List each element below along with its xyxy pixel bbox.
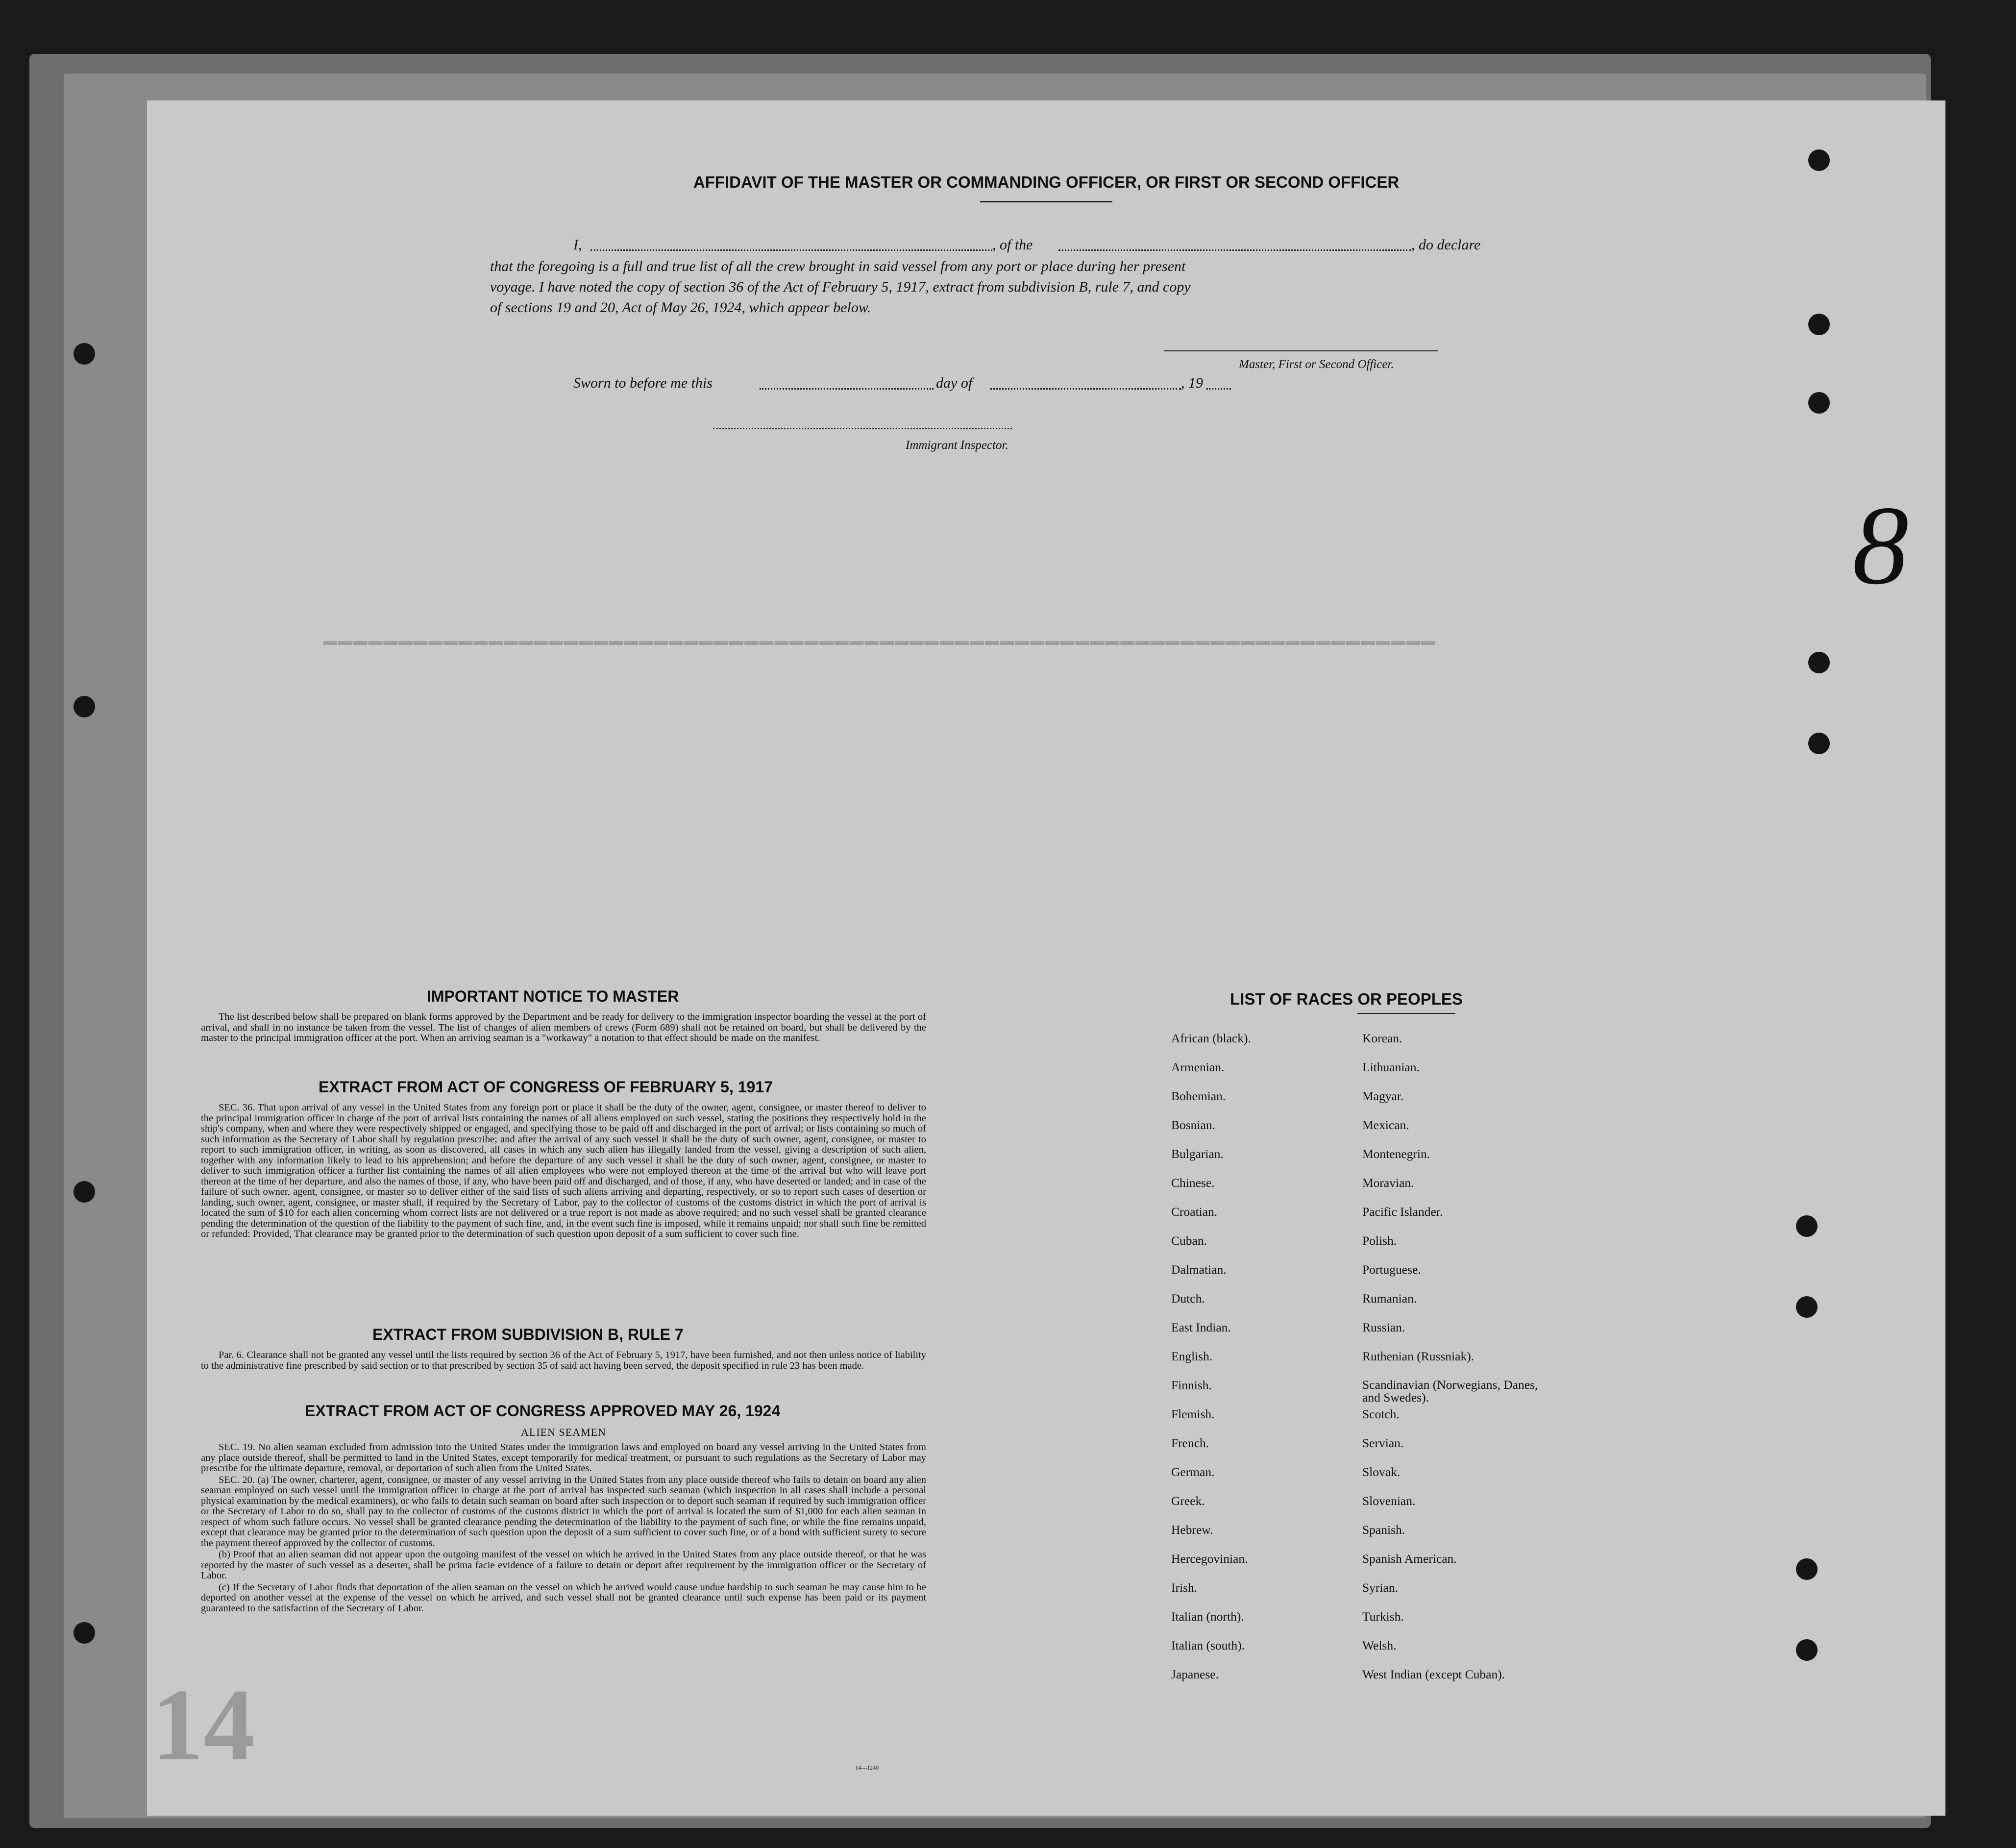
sworn-label: Sworn to before me this (573, 375, 713, 391)
race-item: Bohemian. (1171, 1089, 1226, 1103)
race-item: Mexican. (1362, 1118, 1409, 1132)
extract-rule7-body (201, 1350, 926, 1372)
race-item: Dalmatian. (1171, 1262, 1227, 1277)
race-item: Irish. (1171, 1580, 1198, 1595)
race-item: Slovak. (1362, 1465, 1401, 1479)
race-item: Servian. (1362, 1436, 1404, 1450)
notice-title: IMPORTANT NOTICE TO MASTER (427, 987, 679, 1005)
declaration-line-4: of sections 19 and 20, Act of May 26, 1924, which appear below. (490, 299, 871, 316)
sec20b-text: (b) Proof that an alien seaman did not appear upon the outgoing manifest of the vessel on which he arrived in the United States from any place outside thereof, or that he was reported by the master of such vessel as a deserter, shall be prima facie evidence of a failure to detain or deport after requirement by the immigration officer or the Secretary of Labor. (201, 1549, 926, 1581)
extract-1917-body (201, 1103, 926, 1241)
punch-hole (1808, 314, 1830, 335)
master-signature-line[interactable] (1164, 350, 1438, 351)
punch-hole (1808, 733, 1830, 754)
bleed-through-ghost: ━━━━━━━━━━━━━━━━━━━━━━━━━━━━━━━━━━━━━━━━━━━━━━━━━━━━━━━━━━━━━━━━━━━━━━━━━━ (323, 632, 1437, 658)
sec19-text: SEC. 19. No alien seaman excluded from admission into the United States under the immigration laws and employed on board any vessel arriving in the United States from any place outside thereof, shall be permitted to land in the United States, except temporarily for medical treatment, or pursuant to such regulations as the Secretary of Labor may prescribe for the ultimate departure, removal, or deportation of such alien from the United States. (201, 1442, 926, 1474)
punch-hole (74, 343, 95, 365)
race-item: Pacific Islander. (1362, 1205, 1443, 1219)
declaration-of-the: , of the (992, 237, 1033, 253)
master-signature-label: Master, First or Second Officer. (1239, 358, 1394, 371)
form-number: 14—1240 (855, 1764, 879, 1771)
sworn-month-field[interactable] (990, 388, 1181, 390)
race-item: Russian. (1362, 1320, 1405, 1334)
sworn-year-prefix: , 19 (1181, 375, 1203, 391)
extract-1917-title: EXTRACT FROM ACT OF CONGRESS OF FEBRUARY 5, 1917 (319, 1078, 773, 1096)
race-item: Greek. (1171, 1494, 1205, 1508)
race-item: Turkish. (1362, 1609, 1404, 1624)
sec20a-text: SEC. 20. (a) The owner, charterer, agent, consignee, or master of any vessel arriving in the United States from any place outside thereof who fails to detain on board any alien seaman employed on such vessel until the immigration officer in charge at the port of arrival has inspected such seaman (which inspection in all cases shall include a personal physical examination by the medical examiners), or who fails to detain such seaman on board after such inspection or to deport such seaman if required by such immigration officer or the Secretary of Labor to do so, shall pay to the collector of customs of the customs district in which the port of arrival is located the sum of $1,000 for each alien seaman in respect of whom such failure occurs. No vessel shall be granted clearance pending the determination of the liability to the payment of such fine, or while the fine remains unpaid, except that clearance may be granted prior to the determination of such question upon the deposit of a sum sufficient to cover such fine, or of a bond with sufficient surety to secure the payment thereof approved by the collector of customs. (201, 1474, 926, 1549)
handwritten-number: 8 (1852, 483, 1909, 608)
punch-hole (1808, 392, 1830, 414)
punch-hole (1796, 1296, 1818, 1318)
race-item: West Indian (except Cuban). (1362, 1667, 1505, 1681)
race-item: Croatian. (1171, 1205, 1218, 1219)
notice-text: The list described below shall be prepared on blank forms approved by the Department and be ready for delivery to the immigration inspector boarding the vessel at the port of arrival, and shall in no instance be taken from the vessel. The list of changes of alien members of crews (Form 689) shall not be retained on board, but shall be delivered by the master to the principal immigration officer at the port. When an arriving seaman is a "workaway" a notation to that effect should be made on the manifest. (201, 1011, 926, 1043)
declaration-line-3: voyage. I have noted the copy of section 36 of the Act of February 5, 1917, extract from subdivision B, rule 7, and copy (490, 279, 1191, 295)
race-item: German. (1171, 1465, 1215, 1479)
race-item: Spanish American. (1362, 1552, 1457, 1566)
sworn-year-field[interactable] (1206, 388, 1231, 390)
notice-body (201, 1012, 926, 1045)
punch-hole (1808, 149, 1830, 171)
race-item: Hebrew. (1171, 1523, 1213, 1537)
race-item: Ruthenian (Russniak). (1362, 1349, 1475, 1363)
race-item: French. (1171, 1436, 1209, 1450)
punch-hole (1808, 652, 1830, 673)
race-item: Korean. (1362, 1031, 1402, 1045)
race-item: Chinese. (1171, 1176, 1215, 1190)
extract-1924-title: EXTRACT FROM ACT OF CONGRESS APPROVED MAY 26, 1924 (305, 1402, 781, 1420)
declaration-do-declare: , do declare (1411, 237, 1481, 253)
punch-hole (1796, 1215, 1818, 1237)
title-underline (980, 201, 1112, 202)
inspector-label: Immigrant Inspector. (906, 439, 1008, 452)
race-item: Dutch. (1171, 1291, 1205, 1306)
race-item: Portuguese. (1362, 1262, 1421, 1277)
alien-seamen-subtitle: ALIEN SEAMEN (521, 1426, 606, 1438)
race-item: Hercegovinian. (1171, 1552, 1248, 1566)
vessel-name-field[interactable] (1058, 249, 1411, 251)
races-title: LIST OF RACES OR PEOPLES (1230, 990, 1463, 1008)
race-item: Welsh. (1362, 1638, 1397, 1652)
race-item: Lithuanian. (1362, 1060, 1420, 1074)
sheet-number: 14 (152, 1668, 255, 1782)
punch-hole (1796, 1639, 1818, 1661)
race-item: Rumanian. (1362, 1291, 1417, 1306)
race-item: Spanish. (1362, 1523, 1405, 1537)
races-underline (1357, 1013, 1455, 1014)
race-item: Japanese. (1171, 1667, 1219, 1681)
races-right-column (1362, 1032, 1539, 1697)
race-item: Italian (south). (1171, 1638, 1245, 1652)
race-item: Scandinavian (Norwegians, Danes, and Swedes). (1362, 1378, 1538, 1404)
race-item: Cuban. (1171, 1233, 1207, 1248)
race-item: Bosnian. (1171, 1118, 1215, 1132)
affidavit-title: AFFIDAVIT OF THE MASTER OR COMMANDING OFFICER, OR FIRST OR SECOND OFFICER (693, 173, 1400, 191)
punch-hole (74, 1622, 95, 1644)
form-page (147, 100, 1945, 1816)
sec36-text: SEC. 36. That upon arrival of any vessel in the United States from any foreign port or place it shall be the duty of the owner, agent, consignee, or master thereof to deliver to the principal immigration officer in charge of the port of arrival lists containing the names of all aliens employed on such vessel, stating the positions they respectively hold in the ship's company, when and where they were respectively shipped or engaged, and specifying those to be paid off and discharged in the port of arrival; or lists containing so much of such information as the Secretary of Labor shall by regulation prescribe; and after the arrival of any such vessel it shall be the duty of such owner, agent, consignee, or master to report to such immigration officer, in writing, as soon as discovered, all cases in which any such alien has illegally landed from the vessel, giving a description of such alien, together with any information likely to lead to his apprehension; and before the departure of any such vessel it shall be the duty of such owner, agent, consignee, or master to deliver to such immigration officer a further list containing the names of all alien employees who were not employed thereon at the time of the arrival but who will leave port thereon at the time of her departure, and also the names of those, if any, who have been paid off and discharged, and of those, if any, who have deserted or landed; and in case of the failure of such owner, agent, consignee, or master so to deliver either of the said lists of such aliens arriving and departing, respectively, or so to report such cases of desertion or landing, such owner, agent, consignee, or master shall, if required by the Secretary of Labor, pay to the collector of customs of the customs district in which the port of arrival is located the sum of $10 for each alien concerning whom correct lists are not delivered or a true report is not made as above required; and no such vessel shall be granted clearance pending the determination of the question of the liability to the payment of such fine, and, in the event such fine is imposed, while it remains unpaid; nor shall such fine be remitted or refunded: Provided, That clearance may be granted prior to the determination of such question upon deposit of a sum sufficient to cover such fine. (201, 1102, 926, 1239)
race-item: East Indian. (1171, 1320, 1231, 1334)
race-item: Polish. (1362, 1233, 1397, 1248)
race-item: Armenian. (1171, 1060, 1225, 1074)
inspector-signature-line[interactable] (713, 428, 1012, 429)
punch-hole (74, 696, 95, 717)
race-item: Magyar. (1362, 1089, 1404, 1103)
race-item: Italian (north). (1171, 1609, 1244, 1624)
race-item: Syrian. (1362, 1580, 1398, 1595)
race-item: African (black). (1171, 1031, 1251, 1045)
punch-hole (74, 1181, 95, 1203)
name-field[interactable] (590, 249, 992, 251)
race-item: Montenegrin. (1362, 1147, 1430, 1161)
race-item: Finnish. (1171, 1378, 1212, 1392)
race-item: Scotch. (1362, 1407, 1400, 1421)
sworn-day-field[interactable] (760, 388, 934, 390)
declaration-line-2: that the foregoing is a full and true list of all the crew brought in said vessel from any port or place during her present (490, 258, 1186, 274)
race-item: Bulgarian. (1171, 1147, 1224, 1161)
race-item: Slovenian. (1362, 1494, 1416, 1508)
sworn-day-of: day of (936, 375, 973, 391)
par6-text: Par. 6. Clearance shall not be granted any vessel until the lists required by section 36 of the Act of February 5, 1917, have been furnished, and not then unless notice of liability to the administrative fine prescribed by said section or to that prescribed by section 35 of said act having been served, the deposit specified in rule 23 has been made. (201, 1350, 926, 1371)
punch-hole (1796, 1558, 1818, 1580)
race-item: English. (1171, 1349, 1213, 1363)
race-item: Moravian. (1362, 1176, 1414, 1190)
extract-1924-body (201, 1442, 926, 1615)
sec20c-text: (c) If the Secretary of Labor finds that deportation of the alien seaman on the vessel on which he arrived would cause undue hardship to such seaman he may cause him to be deported on another vessel at the expense of the vessel on which he arrived, and such vessel shall not be granted clearance until such expense has been paid or its payment guaranteed to the satisfaction of the Secretary of Labor. (201, 1581, 926, 1614)
declaration-i: I, (573, 237, 582, 253)
extract-rule7-title: EXTRACT FROM SUBDIVISION B, RULE 7 (372, 1326, 684, 1343)
race-item: Flemish. (1171, 1407, 1215, 1421)
races-left-column (1171, 1032, 1251, 1697)
